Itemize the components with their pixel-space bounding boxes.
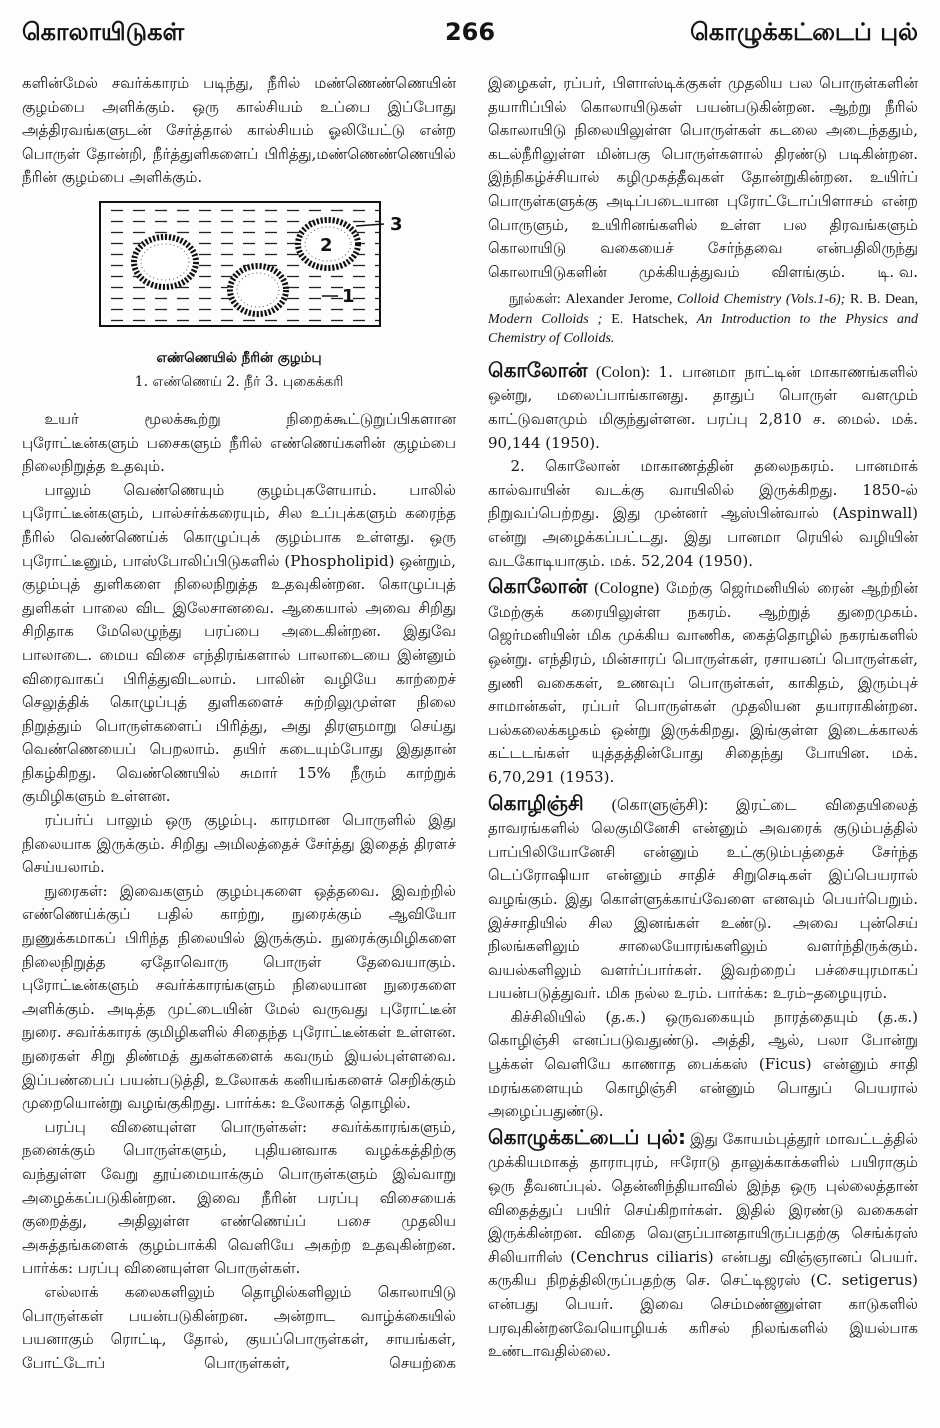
figure-legend: 1. எண்ணெய் 2. நீர் 3. புகைக்கரி xyxy=(134,373,344,390)
author-signature: டி. வ. xyxy=(877,262,918,281)
right-column xyxy=(488,72,918,1416)
label-oil: 1 xyxy=(342,285,355,307)
water-droplet-left xyxy=(132,235,198,289)
entry-lead xyxy=(488,359,918,455)
paragraph: பாலும் வெண்ணெயும் குழம்புகளேயாம். பாலில் புரோட்டீன்களும், பால்சர்க்கரையும், சில உப்புக்களும் கரைந்த நீரில் வெண்ணெய்க் கொழுப்புக் குழம்பாக உள்ளது. ஒரு புரோட்டீனும், பாஸ்போலிப்பிடுகளில் (Phospholipid) ஒன்றும், குழம்புத் துளிகளை நிலைநிறுத்த உதவுகின்றன. கொழுப்புத் துளிகள் பாலை விட இலேசானவை. ஆகையால் அவை சிறிது சிறிதாக மேலெழுந்து பரப்பை அடைகின்றன. இதுவே பாலாடை. மைய விசை எந்திரங்களால் பாலாடையை இன்னும் விரைவாகப் பிரித்துவிடலாம். பாலின் வழியே காற்றைச் செலுத்திக் கொழுப்புத் துளிகளைச் சுற்றிலுமுள்ள நிலை நிறுத்தும் பொருள்களைப் பிரித்து, அது திரளுமாறு செய்து வெண்ணெயைப் பெறலாம். தயிர் கடையும்போது இதுதான் நிகழ்கிறது. வெண்ணெயில் சுமார் 15% நீரும் காற்றுக் குமிழிகளும் உள்ளன. xyxy=(22,480,456,806)
headword: கொலோன் xyxy=(488,357,588,382)
paragraph-text: இழைகள், ரப்பர், பிளாஸ்டிக்குகள் முதலிய பல பொருள்களின் தயாரிப்பில் கொலாயிடுகள் பயன்படுகின்றன. ஆற்று நீரில் கொலாயிடு நிலையிலுள்ள பொருள்கள் கடலை அடைந்ததும், கடல்நீரிலுள்ள மின்பகு பொருள்களால் திரண்டு படிகின்றன. இந்நிகழ்ச்சியால் கழிமுகத்தீவுகள் தோன்றுகின்றன. உயிர்ப் பொருள்களுக்கு அடிப்படையான புரோட்டோப்பிளாசம் என்ற பொருளும், உயிரினங்களில் உள்ள பல திரவங்களும் கொலாயிடு வகையைச் சேர்ந்தவை என்பதிலிருந்து கொலாயிடுகளின் முக்கியத்துவம் விளங்கும். xyxy=(488,74,918,281)
reference-author: E. Hatschek, xyxy=(611,311,688,327)
headword-gloss: (கொளுஞ்சி): xyxy=(583,796,737,814)
emulsion-figure xyxy=(22,194,456,394)
entry-text: இரட்டை விதையிலைத் தாவரங்களில் லெகுமினேசி என்னும் அவரைக் குடும்பத்தில் பாப்பிலியோனேசி என்னும் உட்குடும்பத்தைச் சேர்ந்த டெப்ரோஷியா என்னும் சாதிச் சிறுசெடிகள் இப்பெயரால் வழங்கும். இது கொள்ளுக்காய்வேளை எனவும் பெயர்பெறும். இச்சாதியில் சில இனங்கள் உண்டு. அவை புன்செய் நிலங்களிலும் சாலையோரங்களிலும் வளர்ந்திருக்கும். வயல்களிலும் வளர்ப்பார்கள். இவற்றைப் பச்சையுரமாகப் பயன்படுத்துவர். மிக நல்ல உரம். பார்க்க: உரம்–தழையுரம். xyxy=(488,795,918,1003)
entry-paragraph: கிச்சிலியில் (த.க.) ஒருவகையும் நாரத்தையும் (த.க.) கொழிஞ்சி எனப்படுவதுண்டு. அத்தி, ஆல், பலா போன்று பூக்கள் வெளியே காணாத பைக்கஸ் (Ficus) என்னும் சாதி மரங்களையும் கொழிஞ்சி என்னும் பொதுப் பெயரால் அழைப்பதுண்டு. xyxy=(488,1007,918,1121)
running-head-right: கொழுக்கட்டைப் புல் xyxy=(690,18,918,46)
entry-kozhukkattai-grass xyxy=(488,1126,918,1364)
entry-lead xyxy=(488,1126,918,1364)
emulsion-diagram xyxy=(22,194,456,340)
entry-colon xyxy=(488,359,918,573)
label-soot: 3 xyxy=(390,213,403,235)
references xyxy=(488,290,918,349)
continued-paragraph xyxy=(488,72,918,284)
continued-paragraph: களின்மேல் சவர்க்காரம் படிந்து, நீரில் மண்ணெண்ணெயின் குழம்பை அளிக்கும். ஒரு கால்சியம் உப்பை இப்போது அத்திரவங்களுடன் சேர்த்தால் கால்சியம் ஓலியேட்டு என்ற பொருள் தோன்றி, நீர்த்துளிகளைப் பிரித்து,மண்ணெண்ணெயில் நீரின் குழம்பை அளிக்கும். xyxy=(22,74,456,187)
reference-title: Modern Colloids ; xyxy=(488,311,603,327)
headword-gloss: (Cologne) xyxy=(587,580,667,598)
paragraph: நுரைகள்: இவைகளும் குழம்புகளை ஒத்தவை. இவற்றில் எண்ணெய்க்குப் பதில் காற்று, நுரைக்கும் ஆவியோ நுணுக்கமாகப் பிரிந்த நிலையில் இருக்கும். நுரைக்குமிழிகளை நிலைநிறுத்த ஏதோவொரு பொருள் தேவையாகும். புரோட்டீன்களும் சவர்க்காரங்களும் நிலையான நுரைகளை அளிக்கும். அடித்த முட்டையின் மேல் வருவது புரோட்டீன் நுரை. சவர்க்காரக் குமிழிகளில் சிதைந்த புரோட்டீன்கள் உள்ளன. நுரைகள் சிறு திண்மத் துகள்களைக் கவரும் இயல்புள்ளவை. இப்பண்பைப் பயன்படுத்தி, உலோகக் கனியங்களைச் செறிக்கும் முறையொன்று வழங்குகிறது. பார்க்க: உலோகத் தொழில். xyxy=(22,881,456,1113)
entry-text: 1. பானமா நாட்டின் மாகாணங்களில் ஒன்று, மலைப்பாங்கானது. தாதுப் பொருள் வளமும் காட்டுவளமும் மிகுந்துள்ளன. பரப்பு 2,810 ச. மைல். மக். 90,144 (1950). xyxy=(488,362,918,452)
left-column xyxy=(22,72,456,1416)
entry-lead xyxy=(488,575,918,789)
paragraph-continues: எல்லாக் கலைகளிலும் தொழில்களிலும் கொலாயிடு பொருள்கள் பயன்படுகின்றன. அன்றாட வாழ்க்கையில் பயனாகும் ரொட்டி, தோல், குயப்பொருள்கள், சாயங்கள், போட்டோப் பொருள்கள், செயற்கை xyxy=(22,1282,456,1372)
reference-author: R. B. Dean, xyxy=(850,292,918,308)
reference-author: Alexander Jerome, xyxy=(565,292,673,308)
entry-kozhinji xyxy=(488,792,918,1124)
headword-gloss: (Colon): xyxy=(587,363,659,381)
paragraph: ரப்பர்ப் பாலும் ஒரு குழம்பு. காரமான பொருளில் இது நிலையாக இருக்கும். சிறிது அமிலத்தைச் சேர்த்து இதைத் திரளச் செய்யலாம். xyxy=(22,811,456,877)
running-head-left: கொலாயிடுகள் xyxy=(22,18,185,46)
entry-paragraph: 2. கொலோன் மாகாணத்தின் தலைநகரம். பானமாக் கால்வாயின் வடக்கு வாயிலில் இருக்கிறது. 1850-ல் நிறுவப்பெற்றது. இது முன்னர் ஆஸ்பின்வால் (Aspinwall) என்று அழைக்கப்பட்டது. இது பானமா ரெயில் வழியின் வடகோடியாகும். மக். 52,204 (1950). xyxy=(488,457,918,570)
paragraph: உயர் மூலக்கூற்று நிறைக்கூட்டுறுப்பிகளான புரோட்டீன்களும் பசைகளும் நீரில் எண்ணெய்களின் குழம்பை நிலைநிறுத்த உதவும். xyxy=(22,409,456,476)
headword: கொழுக்கட்டைப் புல்: xyxy=(488,1124,687,1149)
headword: கொலோன் xyxy=(488,574,588,599)
entry-cologne xyxy=(488,575,918,789)
entry-lead xyxy=(488,792,918,1006)
label-water: 2 xyxy=(320,234,333,256)
page-number: 266 xyxy=(444,18,496,46)
figure-caption: எண்ணெயில் நீரின் குழம்பு xyxy=(156,349,322,366)
headword: கொழிஞ்சி xyxy=(488,790,584,815)
water-droplet-middle xyxy=(228,264,288,316)
references-label: நூல்கள்: xyxy=(509,292,561,308)
entry-text: மேற்கு ஜெர்மனியில் ரைன் ஆற்றின் மேற்குக் கரையிலுள்ள நகரம். ஆற்றுத் துறைமுகம். ஜெர்மனியின் மிக முக்கிய வாணிக, கைத்தொழில் நகரங்களில் ஒன்று. எந்திரம், மின்சாரப் பொருள்கள், ரசாயனப் பொருள்கள், துணி வகைகள், உணவுப் பொருள்கள், காகிதம், இரும்புச் சாமான்கள், ரப்பர் பொருள்கள் முதலியன தயாராகின்றன. பல்கலைக்கழகம் ஒன்று இருக்கிறது. இங்குள்ள இடைக்காலக் கட்டடங்கள் யுத்தத்தின்போது சிதைந்து போயின. மக். 6,70,291 (1953). xyxy=(488,579,918,786)
reference-title: Colloid Chemistry (Vols.1-6); xyxy=(677,292,846,308)
paragraph: பரப்பு வினையுள்ள பொருள்கள்: சவர்க்காரங்களும், நனைக்கும் பொருள்களும், புதியனவாக வழக்கத்திற்கு வந்துள்ள வேறு தூய்மையாக்கும் பொருள்களும் இவ்வாறு அழைக்கப்படுகின்றன. இவை நீரின் பரப்பு விசையைக் குறைத்து, அதிலுள்ள எண்ணெய்ப் பசை முதலிய அசுத்தங்களைக் குழம்பாக்கி வெளியே அகற்ற உதவுகின்றன. பார்க்க: பரப்பு வினையுள்ள பொருள்கள். xyxy=(22,1117,456,1278)
entry-text: இது கோயம்புத்தூர் மாவட்டத்தில் முக்கியமாகத் தாராபுரம், ஈரோடு தாலுக்காக்களில் பயிராகும் ஒரு தீவனப்புல். தென்னிந்தியாவில் இந்த ஒரு புல்லைத்தான் விதைத்துப் பயிர் செய்கிறார்கள். இதில் இரண்டு வகைகள் இருக்கின்றன. விதை வெளுப்பானதாயிருப்பதற்கு செங்க்ரஸ் சிலியாரிஸ் (Cenchrus ciliaris) என்பது விஞ்ஞானப் பெயர். கருகிய நிறத்திலிருப்பதற்கு செ. செட்டிஜரஸ் (C. setigerus) என்பது பெயர். இவை செம்மண்ணுள்ள காடுகளில் பரவுகின்றனவேயொழியக் கரிசல் நிலங்களில் இயல்பாக உண்டாவதில்லை. xyxy=(488,1129,918,1361)
reference-title: An Introduction to the Physics and Chemistry of Colloids. xyxy=(488,311,918,347)
